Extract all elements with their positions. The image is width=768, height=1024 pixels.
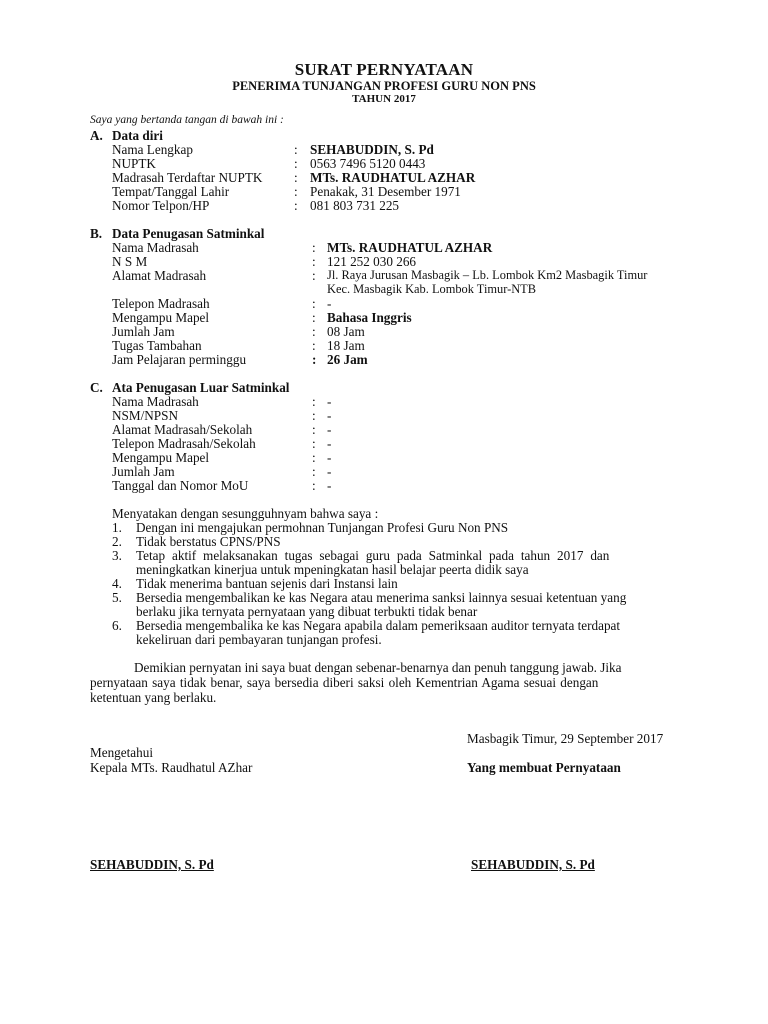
field-label: Nama Madrasah <box>112 240 199 255</box>
field-separator: : <box>294 198 298 213</box>
field-label: Madrasah Terdaftar NUPTK <box>112 170 263 185</box>
statement-text-line2: berlaku jika ternyata pernyataan yang dibuat terbukti tidak benar <box>136 604 478 619</box>
field-value: - <box>327 450 332 465</box>
field-separator: : <box>312 450 316 465</box>
section-b-heading <box>90 226 690 241</box>
field-label: NUPTK <box>112 156 156 171</box>
field-separator: : <box>312 422 316 437</box>
field-separator: : <box>294 184 298 199</box>
section-c-row <box>90 436 690 451</box>
field-label: Nama Madrasah <box>112 394 199 409</box>
section-a-row <box>90 156 690 171</box>
right-signatory-name: SEHABUDDIN, S. Pd <box>471 857 595 872</box>
document-year: TAHUN 2017 <box>352 93 416 105</box>
field-label: Nama Lengkap <box>112 142 193 157</box>
section-a-row <box>90 142 690 157</box>
field-value: - <box>327 436 332 451</box>
section-a-heading <box>90 128 690 143</box>
closing-paragraph-line1: Demikian pernyatan ini saya buat dengan sebenar-benarnya dan penuh tanggung jawab. Jika <box>134 660 622 675</box>
section-b-row <box>90 268 710 283</box>
field-value: - <box>327 422 332 437</box>
field-separator: : <box>312 268 316 283</box>
statement-item <box>112 534 706 549</box>
field-separator: : <box>294 142 298 157</box>
section-b-row <box>90 296 710 311</box>
section-a-letter: A. <box>90 128 103 143</box>
field-separator: : <box>294 156 298 171</box>
field-separator: : <box>312 310 316 325</box>
section-c-title: Ata Penugasan Luar Satminkal <box>112 380 290 395</box>
place-date: Masbagik Timur, 29 September 2017 <box>467 731 664 746</box>
section-c-row <box>90 422 690 437</box>
field-value: 121 252 030 266 <box>327 254 417 269</box>
statement-text: Tidak menerima bantuan sejenis dari Instansi lain <box>136 576 398 591</box>
field-separator: : <box>312 240 316 255</box>
statement-number: 3. <box>112 548 122 563</box>
statement-item <box>112 520 706 535</box>
section-c-letter: C. <box>90 380 103 395</box>
field-label: Nomor Telpon/HP <box>112 198 210 213</box>
statement-number: 1. <box>112 520 122 535</box>
field-value: MTs. RAUDHATUL AZHAR <box>327 240 493 255</box>
field-value: 0563 7496 5120 0443 <box>310 156 426 171</box>
closing-paragraph-line2: pernyataan saya tidak benar, saya bersedia diberi saksi oleh Kementrian Agama sesuai dengan <box>90 675 599 690</box>
field-value: 26 Jam <box>327 352 368 367</box>
field-label: Alamat Madrasah <box>112 268 207 283</box>
statement-number: 5. <box>112 590 122 605</box>
section-b-row <box>90 254 710 269</box>
statement-number: 2. <box>112 534 122 549</box>
field-label: N S M <box>112 254 148 269</box>
section-b-row <box>90 240 710 255</box>
field-value: 081 803 731 225 <box>310 198 400 213</box>
field-label: Telepon Madrasah/Sekolah <box>112 436 256 451</box>
field-label: Tugas Tambahan <box>112 338 202 353</box>
closing-paragraph-line3: ketentuan yang berlaku. <box>90 690 217 705</box>
field-label: NSM/NPSN <box>112 408 178 423</box>
statement-item-continued <box>112 604 706 619</box>
statement-text-line2: meningkatkan kinerjua untuk mpeningkatan hasil belajar peerta didik saya <box>136 562 529 577</box>
statement-text: Tidak berstatus CPNS/PNS <box>136 534 281 549</box>
field-separator: : <box>312 254 316 269</box>
field-label: Jumlah Jam <box>112 324 175 339</box>
field-separator: : <box>312 296 316 311</box>
statement-item <box>112 590 706 605</box>
field-value: Penakak, 31 Desember 1971 <box>310 184 461 199</box>
statement-item <box>112 548 706 563</box>
field-label: Telepon Madrasah <box>112 296 210 311</box>
field-value: MTs. RAUDHATUL AZHAR <box>310 170 476 185</box>
field-label: Mengampu Mapel <box>112 450 210 465</box>
section-c-row <box>90 464 690 479</box>
statement-number: 6. <box>112 618 122 633</box>
field-value: 18 Jam <box>327 338 365 353</box>
field-separator: : <box>312 436 316 451</box>
field-value-line2: Kec. Masbagik Kab. Lombok Timur-NTB <box>327 282 537 296</box>
statement-text: Dengan ini mengajukan permohnan Tunjangan Profesi Guru Non PNS <box>136 520 509 535</box>
section-b-row <box>90 352 710 367</box>
field-value: Jl. Raya Jurusan Masbagik – Lb. Lombok Km2 Masbagik Timur <box>327 268 648 282</box>
statement-intro: Menyatakan dengan sesungguhnyam bahwa saya : <box>112 506 379 521</box>
section-b-row <box>90 338 710 353</box>
section-b-row <box>90 324 710 339</box>
field-label: Tempat/Tanggal Lahir <box>112 184 230 199</box>
field-separator: : <box>312 324 316 339</box>
section-b-row-continued <box>90 282 710 297</box>
headmaster-title: Kepala MTs. Raudhatul AZhar <box>90 760 253 775</box>
section-c-row <box>90 408 690 423</box>
statement-item-continued <box>112 562 706 577</box>
statement-text: Tetap aktif melaksanakan tugas sebagai guru pada Satminkal pada tahun 2017 dan <box>136 548 610 563</box>
section-a-row <box>90 198 690 213</box>
statement-text-line2: kekeliruan dari pembayaran tunjangan profesi. <box>136 632 382 647</box>
field-value: Bahasa Inggris <box>327 310 412 325</box>
field-separator: : <box>312 478 316 493</box>
document-title: SURAT PERNYATAAN <box>294 60 474 79</box>
statement-item <box>112 618 706 633</box>
field-value: 08 Jam <box>327 324 365 339</box>
statement-text: Bersedia mengembalikan ke kas Negara atau menerima sanksi lainnya sesuai ketentuan yang <box>136 590 627 605</box>
section-b-row <box>90 310 710 325</box>
statement-text: Bersedia mengembalika ke kas Negara apabila dalam pemeriksaan auditor ternyata terdapat <box>136 618 621 633</box>
section-a-row <box>90 184 690 199</box>
section-b-title: Data Penugasan Satminkal <box>112 226 265 241</box>
field-separator: : <box>312 352 317 367</box>
field-label: Tanggal dan Nomor MoU <box>112 478 249 493</box>
section-a-row <box>90 170 690 185</box>
acknowledged-label: Mengetahui <box>90 745 153 760</box>
field-value: - <box>327 478 332 493</box>
intro-text: Saya yang bertanda tangan di bawah ini : <box>90 114 284 126</box>
field-separator: : <box>312 394 316 409</box>
statement-item-continued <box>112 632 706 647</box>
field-label: Alamat Madrasah/Sekolah <box>112 422 253 437</box>
field-separator: : <box>312 408 316 423</box>
section-b-letter: B. <box>90 226 103 241</box>
field-value: - <box>327 394 332 409</box>
section-c-row <box>90 450 690 465</box>
section-a-title: Data diri <box>112 128 163 143</box>
field-value: - <box>327 408 332 423</box>
field-label: Mengampu Mapel <box>112 310 210 325</box>
field-separator: : <box>312 464 316 479</box>
document-subtitle: PENERIMA TUNJANGAN PROFESI GURU NON PNS <box>232 79 536 93</box>
section-c-row <box>90 478 690 493</box>
field-separator: : <box>312 338 316 353</box>
declarant-role: Yang membuat Pernyataan <box>467 760 621 775</box>
field-label: Jumlah Jam <box>112 464 175 479</box>
statement-number: 4. <box>112 576 122 591</box>
left-signatory-name: SEHABUDDIN, S. Pd <box>90 857 214 872</box>
field-value: - <box>327 464 332 479</box>
field-separator: : <box>294 170 298 185</box>
field-value: SEHABUDDIN, S. Pd <box>310 142 434 157</box>
statement-item <box>112 576 706 591</box>
section-c-heading <box>90 380 690 395</box>
section-c-row <box>90 394 690 409</box>
field-label: Jam Pelajaran perminggu <box>112 352 247 367</box>
field-value: - <box>327 296 332 311</box>
